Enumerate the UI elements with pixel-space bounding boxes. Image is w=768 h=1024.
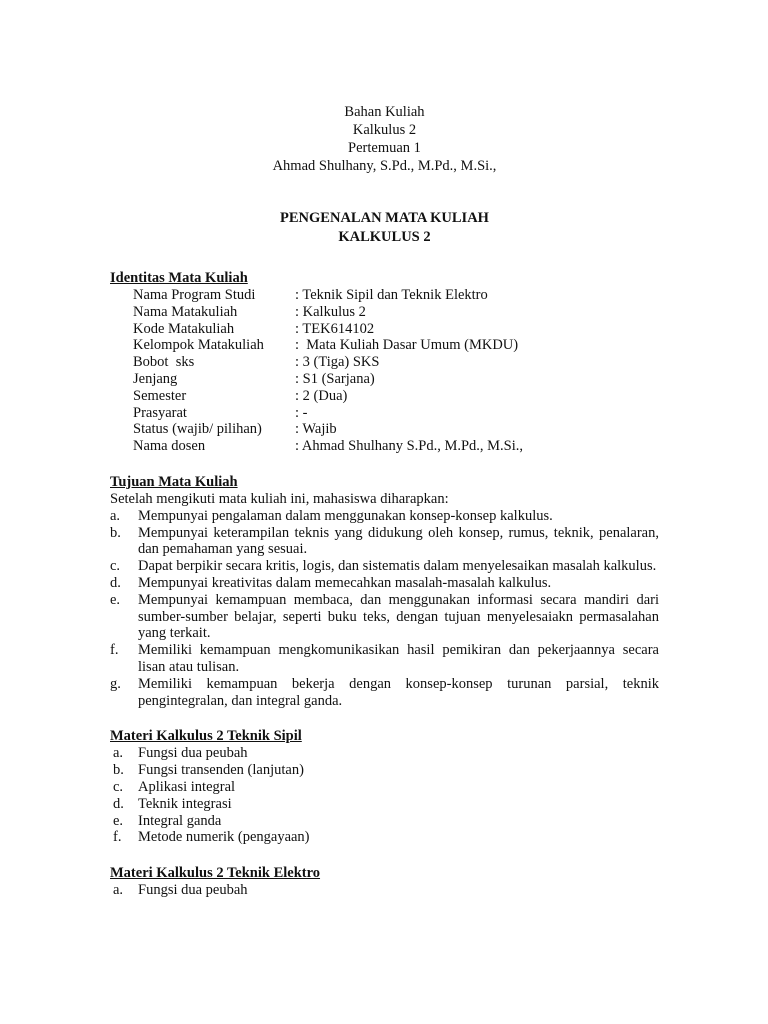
identitas-heading: Identitas Mata Kuliah [110, 270, 248, 286]
identitas-value: : 2 (Dua) [295, 387, 348, 404]
identitas-row [133, 304, 659, 321]
list-item-text: Memiliki kemampuan bekerja dengan konsep-konsep turunan parsial, teknik pengintegralan, dan integral ganda. [138, 675, 659, 709]
list-marker: f. [110, 642, 119, 659]
list-item-text: Memiliki kemampuan mengkomunikasikan hasil pemikiran dan pekerjaannya secara lisan atau tulisan. [138, 642, 659, 675]
identitas-value: : Kalkulus 2 [295, 303, 366, 320]
list-marker: e. [113, 812, 124, 829]
identitas-label: Nama Matakuliah [133, 303, 238, 320]
identitas-label: Nama Program Studi [133, 287, 256, 303]
list-marker: c. [110, 558, 121, 575]
list-item-text: Integral ganda [138, 812, 222, 829]
identitas-label: Kelompok Matakuliah [133, 337, 264, 354]
identitas-value: : Ahmad Shulhany S.Pd., M.Pd., M.Si., [295, 438, 524, 455]
identitas-label: Semester [133, 387, 187, 404]
list-marker: g. [110, 675, 121, 692]
list-item [110, 575, 659, 592]
list-marker: d. [113, 795, 124, 812]
header-line-3: Pertemuan 1 [348, 140, 421, 156]
list-item [110, 762, 659, 779]
materi-sipil-section [110, 727, 659, 846]
title-line-2: KALKULUS 2 [338, 229, 431, 245]
materi-elektro-list [110, 882, 659, 899]
list-item [110, 882, 659, 899]
identitas-value: : TEK614102 [295, 320, 375, 337]
identitas-row [133, 388, 659, 405]
identitas-row [133, 321, 659, 338]
identitas-label: Kode Matakuliah [133, 320, 235, 337]
list-item [110, 642, 659, 676]
identitas-row [133, 421, 659, 438]
tujuan-intro: Setelah mengikuti mata kuliah ini, mahasiswa diharapkan: [110, 490, 449, 507]
tujuan-list [110, 508, 659, 710]
list-marker: a. [110, 507, 121, 524]
list-item-text: Mempunyai kreativitas dalam memecahkan masalah-masalah kalkulus. [138, 574, 552, 591]
identitas-value: : Teknik Sipil dan Teknik Elektro [295, 287, 488, 303]
list-item-text: Mempunyai keterampilan teknis yang didukung oleh konsep, rumus, teknik, penalaran, dan pemahaman yang sesuai. [138, 524, 659, 558]
list-item [110, 829, 659, 846]
list-item [110, 592, 659, 642]
identitas-value: : - [295, 404, 308, 421]
document-header [110, 103, 659, 175]
list-item-text: Fungsi dua peubah [138, 745, 248, 762]
list-item [110, 796, 659, 813]
list-marker: d. [110, 574, 121, 591]
document-title [110, 209, 659, 247]
tujuan-heading: Tujuan Mata Kuliah [110, 473, 238, 490]
identitas-value: : 3 (Tiga) SKS [295, 354, 380, 371]
identitas-table [133, 287, 659, 455]
identitas-label: Nama dosen [133, 438, 206, 455]
materi-sipil-heading: Materi Kalkulus 2 Teknik Sipil [110, 728, 302, 745]
tujuan-section [110, 473, 659, 709]
list-item [110, 558, 659, 575]
list-item [110, 779, 659, 796]
list-item-text: Metode numerik (pengayaan) [138, 829, 310, 846]
list-marker: e. [110, 591, 121, 608]
materi-elektro-heading: Materi Kalkulus 2 Teknik Elektro [110, 865, 321, 882]
identitas-section [110, 269, 659, 455]
materi-sipil-list [110, 745, 659, 846]
identitas-value: : S1 (Sarjana) [295, 370, 375, 387]
title-line-1: PENGENALAN MATA KULIAH [280, 210, 489, 226]
list-item-text: Aplikasi integral [138, 778, 236, 795]
list-item [110, 508, 659, 525]
list-item [110, 525, 659, 559]
list-marker: c. [113, 778, 124, 795]
identitas-row [133, 287, 659, 304]
list-item-text: Mempunyai kemampuan membaca, dan menggunakan informasi secara mandiri dari sumber-sumber belajar, seperti buku teks, dengan tujuan menyelesaiakn permasalahan yang terkait. [138, 591, 659, 642]
header-author: Ahmad Shulhany, S.Pd., M.Pd., M.Si., [272, 158, 497, 174]
identitas-row [133, 371, 659, 388]
identitas-label: Jenjang [133, 370, 178, 387]
identitas-label: Bobot sks [133, 354, 195, 371]
list-item-text: Fungsi dua peubah [138, 882, 248, 899]
identitas-label: Status (wajib/ pilihan) [133, 421, 262, 438]
list-marker: a. [113, 745, 124, 762]
header-line-1: Bahan Kuliah [344, 104, 425, 120]
identitas-row [133, 438, 659, 455]
list-item [110, 813, 659, 830]
list-item-text: Fungsi transenden (lanjutan) [138, 762, 304, 779]
list-item-text: Mempunyai pengalaman dalam menggunakan konsep-konsep kalkulus. [138, 507, 553, 524]
list-marker: a. [113, 882, 124, 899]
materi-elektro-section [110, 864, 659, 899]
identitas-row [133, 337, 659, 354]
identitas-label: Prasyarat [133, 404, 187, 421]
identitas-value: : Mata Kuliah Dasar Umum (MKDU) [295, 337, 519, 354]
list-marker: b. [113, 762, 124, 779]
list-marker: f. [113, 829, 122, 846]
list-item-text: Teknik integrasi [138, 795, 232, 812]
list-item [110, 745, 659, 762]
list-item [110, 676, 659, 710]
header-line-2: Kalkulus 2 [352, 122, 417, 138]
list-marker: b. [110, 524, 121, 541]
identitas-row [133, 354, 659, 371]
identitas-row [133, 405, 659, 422]
list-item-text: Dapat berpikir secara kritis, logis, dan sistematis dalam menyelesaikan masalah kalkulus. [138, 558, 657, 575]
identitas-value: : Wajib [295, 421, 337, 438]
